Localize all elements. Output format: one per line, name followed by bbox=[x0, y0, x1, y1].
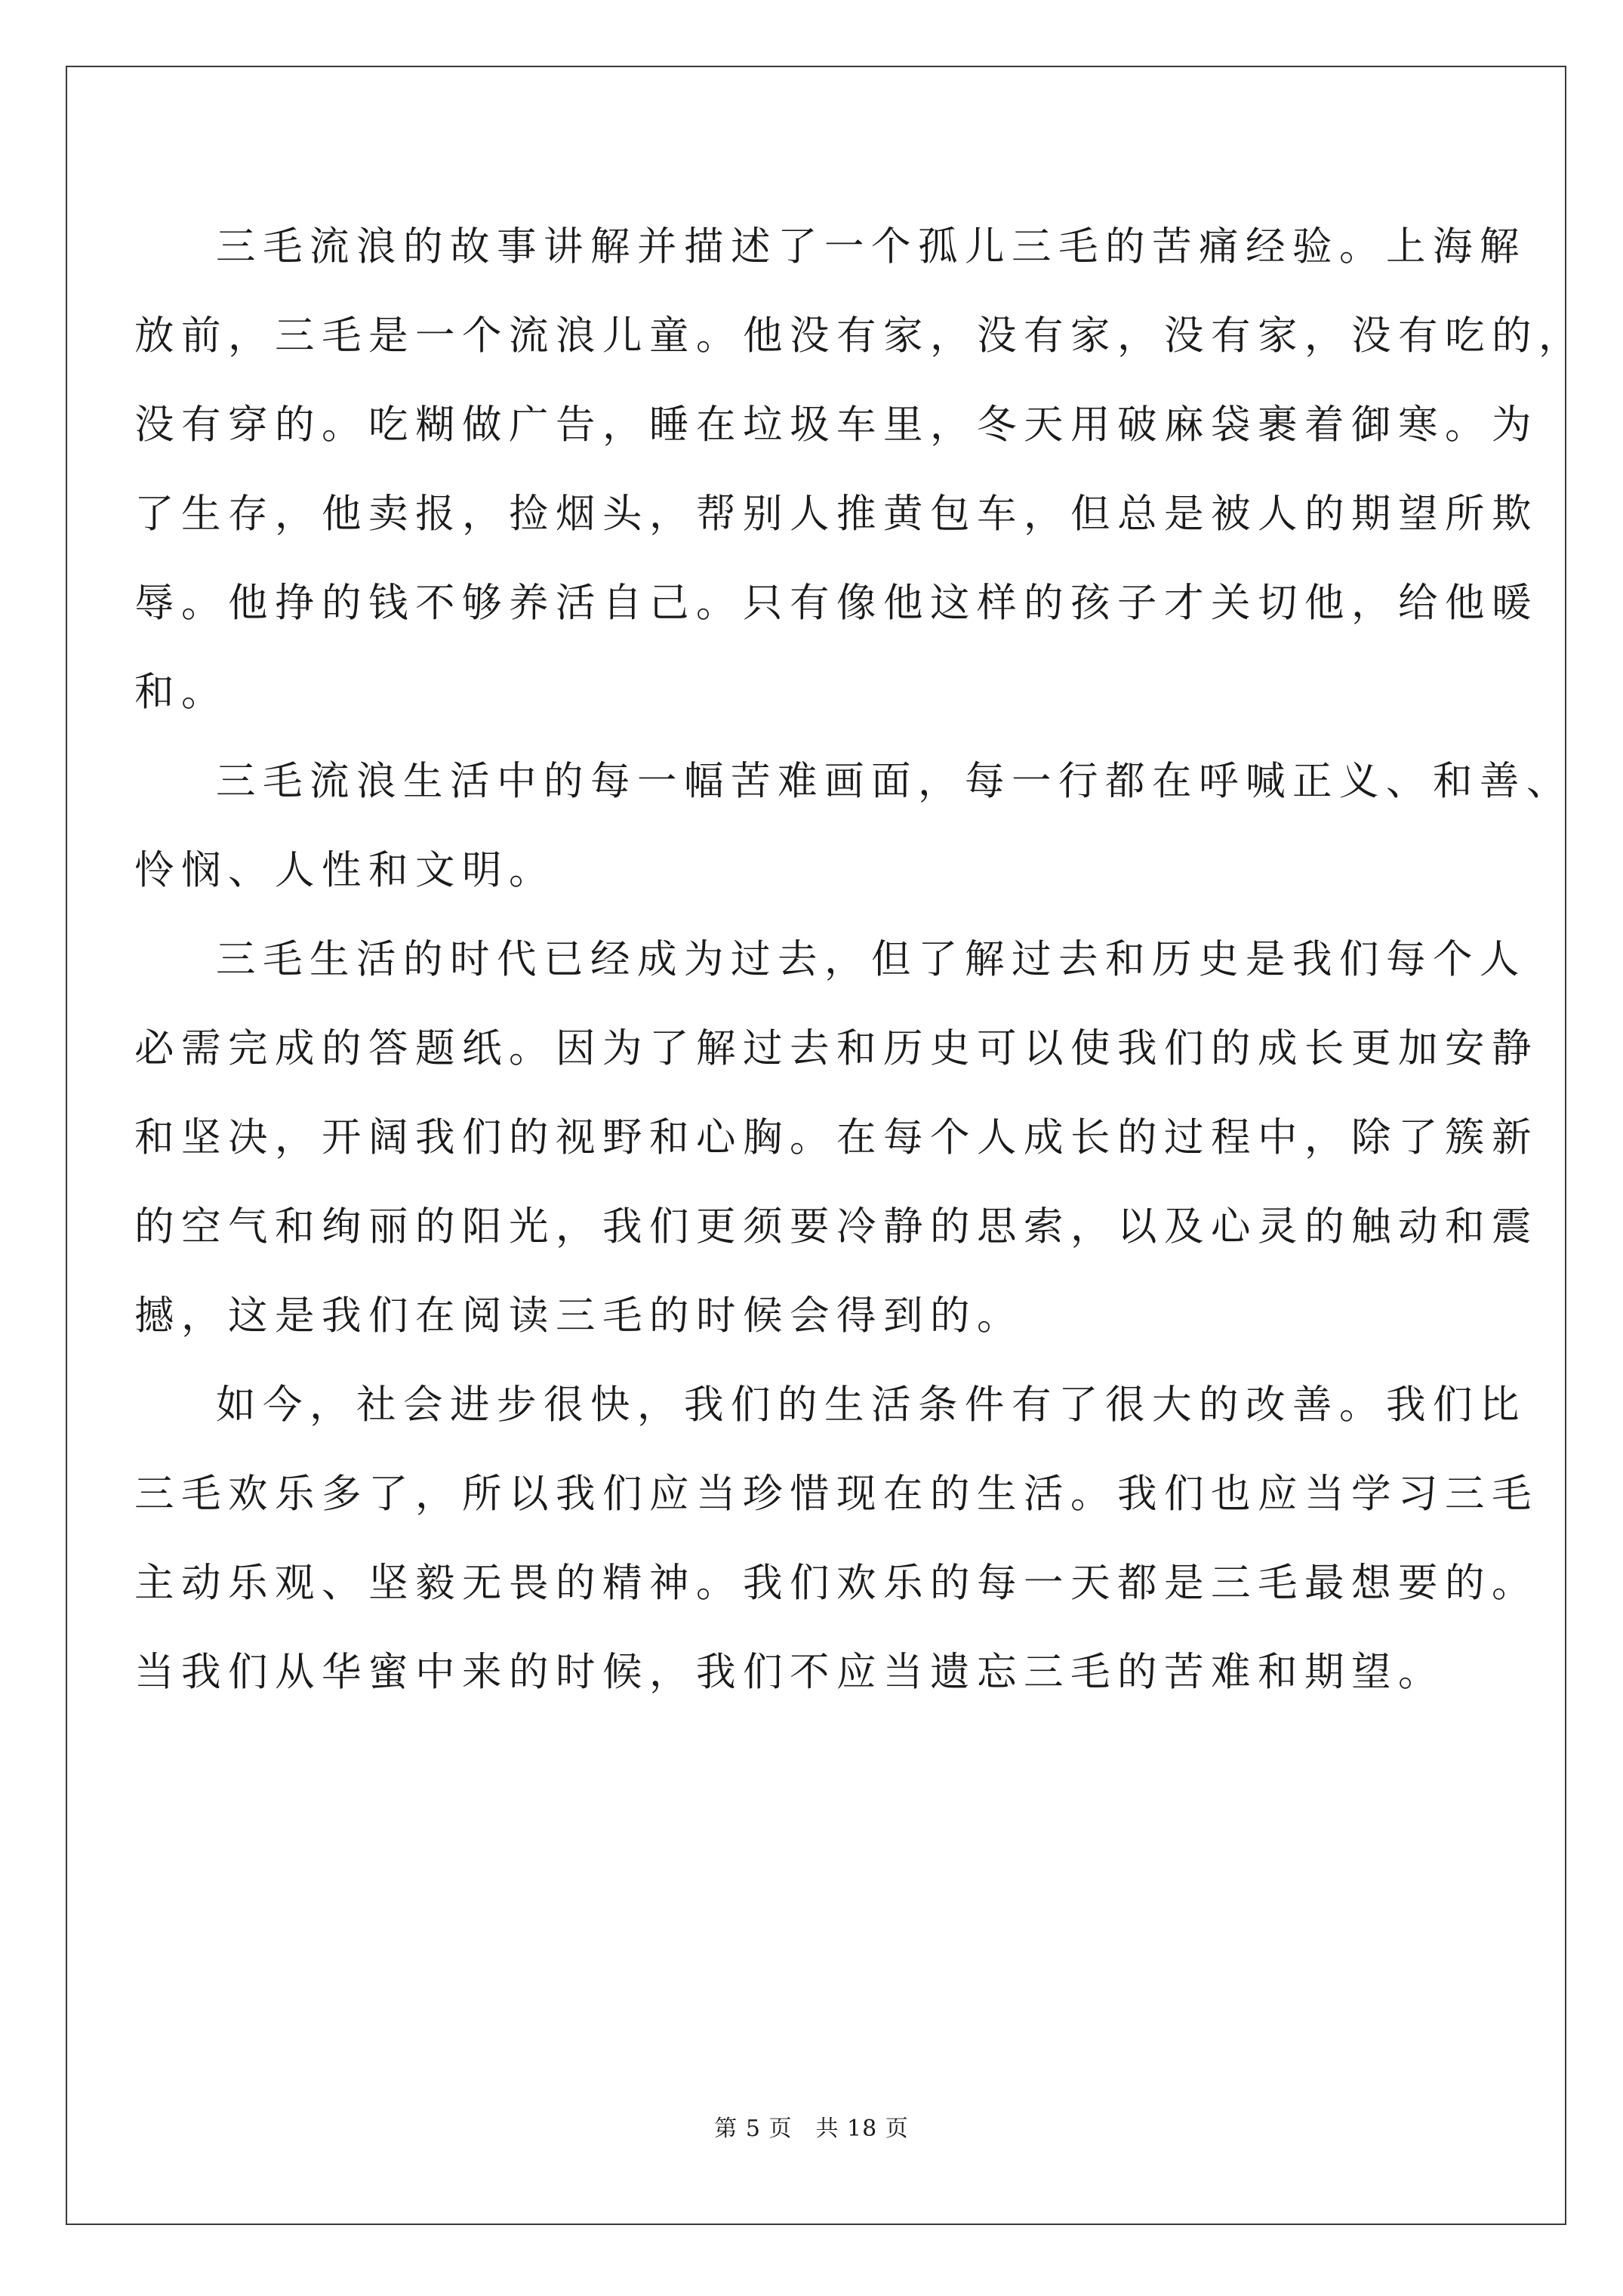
paragraph-4-line-1: 如今，社会进步很快，我们的生活条件有了很大的改善。我们比 bbox=[216, 1382, 1527, 1428]
paragraph-4-line-3: 主动乐观、坚毅无畏的精神。我们欢乐的每一天都是三毛最想要的。 bbox=[134, 1560, 1539, 1606]
paragraph-1-line-1: 三毛流浪的故事讲解并描述了一个孤儿三毛的苦痛经验。上海解 bbox=[216, 223, 1527, 270]
paragraph-4-line-2: 三毛欢乐多了，所以我们应当珍惜现在的生活。我们也应当学习三毛 bbox=[134, 1471, 1539, 1517]
paragraph-1-line-3: 没有穿的。吃糊做广告，睡在垃圾车里，冬天用破麻袋裹着御寒。为 bbox=[134, 402, 1539, 448]
paragraph-3-line-2: 必需完成的答题纸。因为了解过去和历史可以使我们的成长更加安静 bbox=[134, 1025, 1539, 1071]
paragraph-3-line-5: 撼，这是我们在阅读三毛的时候会得到的。 bbox=[134, 1293, 1024, 1339]
paragraph-3-line-1: 三毛生活的时代已经成为过去，但了解过去和历史是我们每个人 bbox=[216, 936, 1527, 982]
paragraph-4-line-4: 当我们从华蜜中来的时候，我们不应当遗忘三毛的苦难和期望。 bbox=[134, 1649, 1446, 1695]
paragraph-1-line-6: 和。 bbox=[134, 669, 229, 715]
paragraph-1-line-2: 放前，三毛是一个流浪儿童。他没有家，没有家，没有家，没有吃的， bbox=[134, 313, 1586, 359]
paragraph-3-line-4: 的空气和绚丽的阳光，我们更须要冷静的思索，以及心灵的触动和震 bbox=[134, 1203, 1539, 1250]
paragraph-3-line-3: 和坚决，开阔我们的视野和心胸。在每个人成长的过程中，除了簇新 bbox=[134, 1114, 1539, 1160]
paragraph-1-line-4: 了生存，他卖报，捡烟头，帮别人推黄包车，但总是被人的期望所欺 bbox=[134, 491, 1539, 537]
page-number-footer: 第 5 页 共 18 页 bbox=[714, 2116, 909, 2142]
paragraph-1-line-5: 辱。他挣的钱不够养活自己。只有像他这样的孩子才关切他，给他暖 bbox=[134, 580, 1539, 626]
paragraph-2-line-2: 怜悯、人性和文明。 bbox=[134, 847, 556, 893]
paragraph-2-line-1: 三毛流浪生活中的每一幅苦难画面，每一行都在呼喊正义、和善、 bbox=[216, 758, 1574, 804]
